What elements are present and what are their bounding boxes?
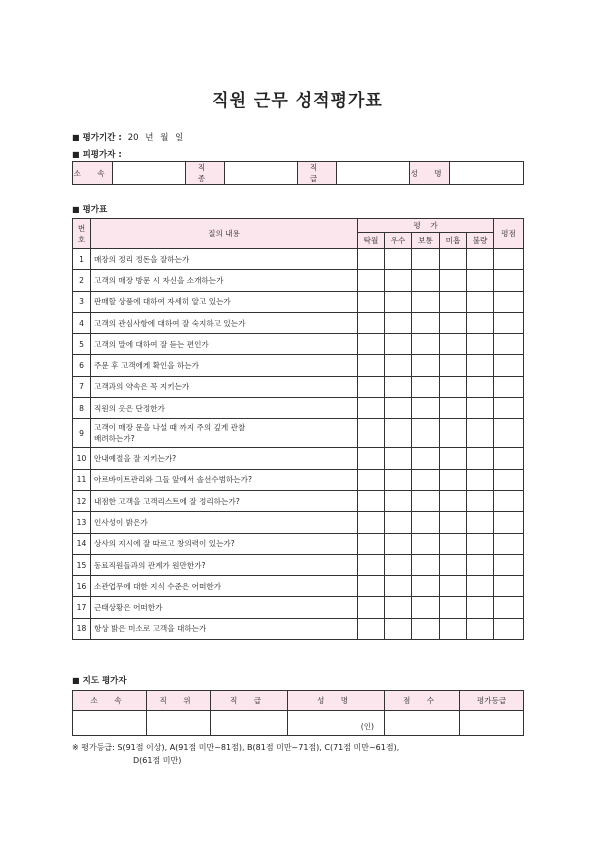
grade-cell-bad[interactable] — [467, 533, 494, 554]
grade-cell-good[interactable] — [385, 398, 412, 419]
grade-cell-bad[interactable] — [467, 334, 494, 355]
table-row — [73, 576, 524, 597]
grade-cell-excellent[interactable] — [358, 334, 385, 355]
grade-header-good: 우수 — [385, 233, 412, 249]
grade-cell-good[interactable] — [385, 419, 412, 448]
grade-cell-good[interactable] — [385, 597, 412, 618]
score-cell[interactable] — [494, 448, 524, 469]
affiliation-field[interactable] — [113, 162, 186, 185]
table-row — [73, 490, 524, 511]
grade-cell-excellent[interactable] — [358, 398, 385, 419]
score-cell[interactable] — [494, 597, 524, 618]
score-cell[interactable] — [494, 554, 524, 575]
grade-cell-excellent[interactable] — [358, 576, 385, 597]
item-question: 고객이 매장 문을 나설 때 까지 주의 깊게 관찰 배려하는가? — [91, 419, 358, 448]
item-number: 18 — [73, 618, 91, 639]
item-number: 13 — [73, 512, 91, 533]
score-cell[interactable] — [494, 576, 524, 597]
table-row — [73, 448, 524, 469]
grade-cell-bad[interactable] — [467, 419, 494, 448]
item-number: 12 — [73, 490, 91, 511]
grade-cell-poor[interactable] — [440, 469, 467, 490]
table-row — [73, 512, 524, 533]
grade-cell-average[interactable] — [412, 618, 440, 639]
grade-cell-bad[interactable] — [467, 291, 494, 312]
score-cell[interactable] — [494, 312, 524, 333]
item-question: 고객의 관심사항에 대하여 잘 숙지하고 있는가 — [91, 312, 358, 333]
grade-cell-good[interactable] — [385, 469, 412, 490]
supervisor-affiliation-header: 소 속 — [73, 691, 147, 711]
job-type-label: 직 종 — [186, 162, 225, 185]
name-label: 성 명 — [410, 162, 450, 185]
grade-cell-excellent[interactable] — [358, 270, 385, 291]
square-bullet-icon: ■ — [72, 133, 80, 142]
supervisor-heading — [72, 674, 127, 686]
table-row — [73, 355, 524, 376]
item-question: 직원의 옷은 단정한가 — [91, 398, 358, 419]
table-row — [73, 597, 524, 618]
grade-cell-average[interactable] — [412, 533, 440, 554]
affiliation-label: 소 속 — [73, 162, 113, 185]
page-title: 직원 근무 성적평가표 — [212, 91, 383, 111]
grade-cell-good[interactable] — [385, 334, 412, 355]
item-question: 고객의 매장 방문 시 자신을 소개하는가 — [91, 270, 358, 291]
score-cell[interactable] — [494, 469, 524, 490]
grade-cell-poor[interactable] — [440, 490, 467, 511]
evaluation-header: 평 가 — [358, 219, 494, 233]
grade-cell-poor[interactable] — [440, 448, 467, 469]
period-label: 평가기간 : — [82, 133, 122, 143]
score-cell[interactable] — [494, 334, 524, 355]
job-type-field[interactable] — [225, 162, 298, 185]
supervisor-score-field[interactable] — [385, 711, 460, 736]
grade-cell-average[interactable] — [412, 576, 440, 597]
grade-cell-poor[interactable] — [440, 355, 467, 376]
grade-cell-bad[interactable] — [467, 469, 494, 490]
supervisor-score-header: 점 수 — [385, 691, 460, 711]
table-row — [73, 554, 524, 575]
grade-cell-excellent[interactable] — [358, 312, 385, 333]
item-number: 11 — [73, 469, 91, 490]
grade-cell-excellent[interactable] — [358, 490, 385, 511]
score-cell[interactable] — [494, 270, 524, 291]
table-row — [73, 419, 524, 448]
square-bullet-icon: ■ — [72, 676, 80, 685]
grade-cell-excellent[interactable] — [358, 469, 385, 490]
item-number: 17 — [73, 597, 91, 618]
square-bullet-icon: ■ — [72, 205, 80, 214]
grade-cell-poor[interactable] — [440, 618, 467, 639]
grade-cell-good[interactable] — [385, 376, 412, 397]
table-row — [73, 376, 524, 397]
grade-cell-poor[interactable] — [440, 249, 467, 270]
grade-cell-poor[interactable] — [440, 576, 467, 597]
table-row — [73, 291, 524, 312]
grade-cell-excellent[interactable] — [358, 291, 385, 312]
square-bullet-icon: ■ — [72, 150, 80, 159]
grade-note-line1: ※ 평가등급: S(91점 이상), A(91점 미만~81점), B(81점 미만~71점), C(71점 미만~61점), — [72, 743, 400, 752]
grade-cell-average[interactable] — [412, 270, 440, 291]
grade-note — [72, 741, 399, 767]
item-number: 8 — [73, 398, 91, 419]
grade-header-excellent: 탁월 — [358, 233, 385, 249]
item-question: 상사의 지시에 잘 따르고 창의력이 있는가? — [91, 533, 358, 554]
grade-cell-poor[interactable] — [440, 376, 467, 397]
item-question: 동료직원들과의 관계가 원만한가? — [91, 554, 358, 575]
grade-cell-good[interactable] — [385, 576, 412, 597]
supervisor-name-header: 성 명 — [288, 691, 385, 711]
grade-cell-bad[interactable] — [467, 355, 494, 376]
score-cell[interactable] — [494, 291, 524, 312]
grade-cell-excellent[interactable] — [358, 533, 385, 554]
item-question: 고객의 말에 대하여 잘 듣는 편인가 — [91, 334, 358, 355]
grade-cell-good[interactable] — [385, 512, 412, 533]
grade-cell-good[interactable] — [385, 448, 412, 469]
grade-cell-poor[interactable] — [440, 597, 467, 618]
grade-cell-good[interactable] — [385, 291, 412, 312]
grade-cell-excellent[interactable] — [358, 448, 385, 469]
score-cell[interactable] — [494, 533, 524, 554]
score-cell[interactable] — [494, 512, 524, 533]
grade-cell-average[interactable] — [412, 291, 440, 312]
content-header: 질의 내용 — [91, 219, 358, 249]
item-question: 아르바이트관리와 그들 앞에서 솔선수범하는가? — [91, 469, 358, 490]
seal-mark: (인) — [360, 722, 374, 731]
grade-cell-poor[interactable] — [440, 291, 467, 312]
number-header: 번호 — [73, 219, 91, 249]
grade-cell-good[interactable] — [385, 355, 412, 376]
supervisor-section-label: 지도 평가자 — [82, 676, 127, 686]
grade-header-average: 보통 — [412, 233, 440, 249]
grade-cell-excellent[interactable] — [358, 597, 385, 618]
score-cell[interactable] — [494, 249, 524, 270]
score-cell[interactable] — [494, 398, 524, 419]
grade-cell-poor[interactable] — [440, 312, 467, 333]
grade-cell-excellent[interactable] — [358, 419, 385, 448]
evaluation-table — [72, 218, 524, 640]
grade-cell-poor[interactable] — [440, 512, 467, 533]
item-number: 9 — [73, 419, 91, 448]
table-row — [73, 334, 524, 355]
item-question: 고객과의 약속은 꼭 지키는가 — [91, 376, 358, 397]
grade-cell-poor[interactable] — [440, 334, 467, 355]
score-cell[interactable] — [494, 419, 524, 448]
grade-cell-excellent[interactable] — [358, 618, 385, 639]
grade-cell-bad[interactable] — [467, 512, 494, 533]
grade-cell-excellent[interactable] — [358, 249, 385, 270]
item-number: 15 — [73, 554, 91, 575]
item-question: 안내예절을 잘 지키는가? — [91, 448, 358, 469]
grade-cell-average[interactable] — [412, 355, 440, 376]
score-cell[interactable] — [494, 376, 524, 397]
item-number: 16 — [73, 576, 91, 597]
grade-cell-average[interactable] — [412, 512, 440, 533]
item-number: 5 — [73, 334, 91, 355]
item-number: 1 — [73, 249, 91, 270]
item-question: 인사성이 밝은가 — [91, 512, 358, 533]
score-cell[interactable] — [494, 490, 524, 511]
grade-cell-good[interactable] — [385, 533, 412, 554]
grade-cell-bad[interactable] — [467, 597, 494, 618]
grade-cell-bad[interactable] — [467, 270, 494, 291]
grade-cell-average[interactable] — [412, 554, 440, 575]
grade-cell-average[interactable] — [412, 597, 440, 618]
grade-cell-average[interactable] — [412, 334, 440, 355]
grade-header-poor: 미흡 — [440, 233, 467, 249]
evaluatee-label: 피평가자 : — [82, 150, 122, 160]
grade-cell-average[interactable] — [412, 419, 440, 448]
item-number: 6 — [73, 355, 91, 376]
grade-cell-poor[interactable] — [440, 533, 467, 554]
item-question: 항상 밝은 미소로 고객을 대하는가 — [91, 618, 358, 639]
score-header: 평점 — [494, 219, 524, 249]
grade-cell-average[interactable] — [412, 312, 440, 333]
grade-cell-bad[interactable] — [467, 618, 494, 639]
grade-cell-poor[interactable] — [440, 270, 467, 291]
grade-cell-excellent[interactable] — [358, 512, 385, 533]
table-row — [73, 312, 524, 333]
supervisor-grade-field[interactable] — [460, 711, 524, 736]
grade-cell-bad[interactable] — [467, 398, 494, 419]
table-row — [73, 249, 524, 270]
item-number: 14 — [73, 533, 91, 554]
grade-cell-poor[interactable] — [440, 419, 467, 448]
item-question: 소관업무에 대한 지식 수준은 어떠한가 — [91, 576, 358, 597]
period-value: 20 년 월 일 — [127, 133, 184, 143]
item-question: 근태상황은 어떠한가 — [91, 597, 358, 618]
supervisor-position-field[interactable] — [147, 711, 211, 736]
grade-cell-good[interactable] — [385, 270, 412, 291]
item-number: 2 — [73, 270, 91, 291]
grade-cell-bad[interactable] — [467, 448, 494, 469]
evaluation-period — [72, 131, 183, 143]
item-question: 주문 후 고객에게 확인을 하는가 — [91, 355, 358, 376]
supervisor-affiliation-field[interactable] — [73, 711, 147, 736]
table-row — [73, 398, 524, 419]
grade-cell-bad[interactable] — [467, 554, 494, 575]
supervisor-name-field[interactable] — [288, 711, 385, 736]
grade-cell-bad[interactable] — [467, 376, 494, 397]
grade-cell-average[interactable] — [412, 398, 440, 419]
grade-cell-good[interactable] — [385, 249, 412, 270]
item-question: 내점한 고객을 고객리스트에 잘 정리하는가? — [91, 490, 358, 511]
rank-field[interactable] — [337, 162, 410, 185]
item-number: 3 — [73, 291, 91, 312]
grade-cell-average[interactable] — [412, 448, 440, 469]
supervisor-rank-field[interactable] — [211, 711, 288, 736]
table-row — [73, 533, 524, 554]
table-row — [73, 618, 524, 639]
item-number: 10 — [73, 448, 91, 469]
supervisor-position-header: 직 위 — [147, 691, 211, 711]
grade-cell-average[interactable] — [412, 249, 440, 270]
grade-cell-average[interactable] — [412, 376, 440, 397]
grade-cell-excellent[interactable] — [358, 554, 385, 575]
score-cell[interactable] — [494, 618, 524, 639]
grade-header-bad: 불량 — [467, 233, 494, 249]
grade-cell-good[interactable] — [385, 312, 412, 333]
grade-note-line2: D(61점 미만) — [133, 756, 182, 765]
name-field[interactable] — [450, 162, 524, 185]
item-number: 7 — [73, 376, 91, 397]
supervisor-table — [72, 690, 524, 736]
grade-cell-average[interactable] — [412, 490, 440, 511]
score-cell[interactable] — [494, 355, 524, 376]
supervisor-rank-header: 직 급 — [211, 691, 288, 711]
item-number: 4 — [73, 312, 91, 333]
grade-cell-excellent[interactable] — [358, 355, 385, 376]
supervisor-grade-header: 평가등급 — [460, 691, 524, 711]
grade-cell-poor[interactable] — [440, 554, 467, 575]
grade-cell-poor[interactable] — [440, 398, 467, 419]
rank-label: 직 급 — [298, 162, 337, 185]
grade-cell-excellent[interactable] — [358, 376, 385, 397]
grade-cell-good[interactable] — [385, 554, 412, 575]
grade-cell-bad[interactable] — [467, 576, 494, 597]
table-row — [73, 469, 524, 490]
grade-cell-bad[interactable] — [467, 312, 494, 333]
grade-cell-good[interactable] — [385, 618, 412, 639]
grade-cell-good[interactable] — [385, 490, 412, 511]
evaluation-heading — [72, 203, 107, 215]
grade-cell-bad[interactable] — [467, 490, 494, 511]
grade-cell-bad[interactable] — [467, 249, 494, 270]
evaluatee-heading — [72, 148, 122, 160]
item-question: 판매할 상품에 대하여 자세히 알고 있는가 — [91, 291, 358, 312]
table-row — [73, 270, 524, 291]
grade-cell-average[interactable] — [412, 469, 440, 490]
evaluation-section-label: 평가표 — [82, 205, 108, 215]
item-question: 매장의 정리 정돈을 잘하는가 — [91, 249, 358, 270]
evaluatee-table — [72, 161, 524, 185]
